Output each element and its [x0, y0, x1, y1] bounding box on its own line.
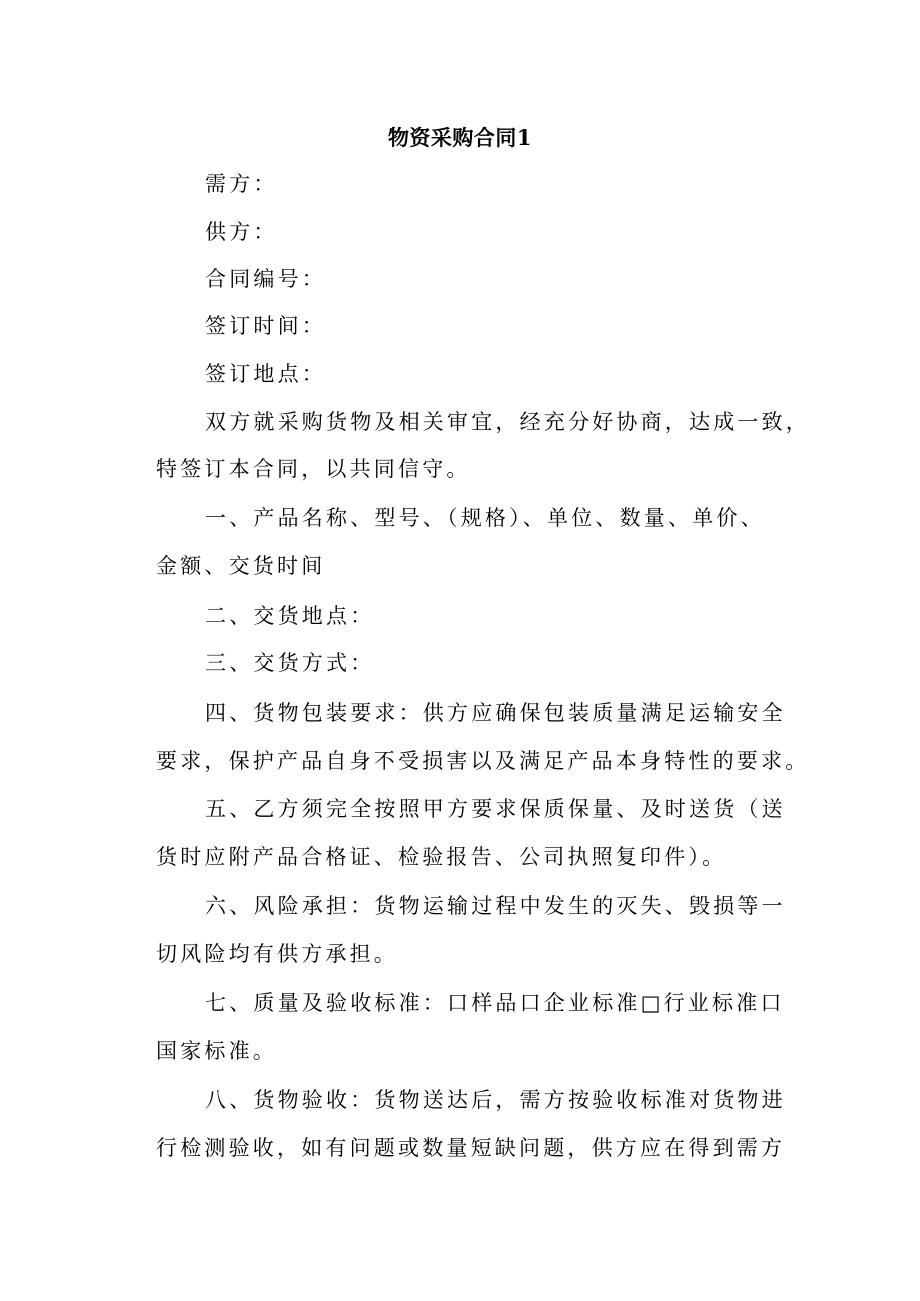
- sign-time-field: 签订时间：: [205, 314, 326, 338]
- clause-7-line-1: 七、质量及验收标准：口样品口企业标准□行业标准口: [205, 991, 785, 1015]
- clause-4-line-2: 要求，保护产品自身不受损害以及满足产品本身特性的要求。: [156, 749, 810, 773]
- clause-8-line-2: 行检测验收，如有问题或数量短缺问题，供方应在得到需方: [156, 1136, 786, 1160]
- clause-7-line-2: 国家标准。: [156, 1039, 277, 1063]
- clause-6-line-1: 六、风险承担：货物运输过程中发生的灭失、毁损等一: [205, 894, 786, 918]
- document-title: 物资采购合同1: [387, 125, 533, 150]
- clause-4-line-1: 四、货物包装要求：供方应确保包装质量满足运输安全: [205, 701, 786, 725]
- clause-3: 三、交货方式：: [205, 651, 375, 675]
- intro-paragraph-line-1: 双方就采购货物及相关审宜，经充分好协商，达成一致，: [205, 410, 810, 434]
- clause-8-line-1: 八、货物验收：货物送达后，需方按验收标准对货物进: [205, 1088, 786, 1112]
- contract-number-field: 合同编号：: [205, 267, 326, 291]
- intro-paragraph-line-2: 特签订本合同，以共同信守。: [156, 457, 471, 481]
- buyer-field: 需方：: [205, 172, 278, 196]
- clause-5-line-2: 货时应附产品合格证、检验报告、公司执照复印件）。: [156, 845, 727, 869]
- clause-2: 二、交货地点：: [205, 604, 375, 628]
- clause-5-line-1: 五、乙方须完全按照甲方要求保质保量、及时送货（送: [205, 797, 786, 821]
- clause-1-line-1: 一、产品名称、型号、（规格）、单位、数量、单价、: [205, 506, 765, 530]
- clause-6-line-2: 切风险均有供方承担。: [156, 942, 398, 966]
- sign-place-field: 签订地点：: [205, 362, 326, 386]
- clause-1-line-2: 金额、交货时间: [156, 554, 326, 578]
- supplier-field: 供方：: [205, 220, 278, 244]
